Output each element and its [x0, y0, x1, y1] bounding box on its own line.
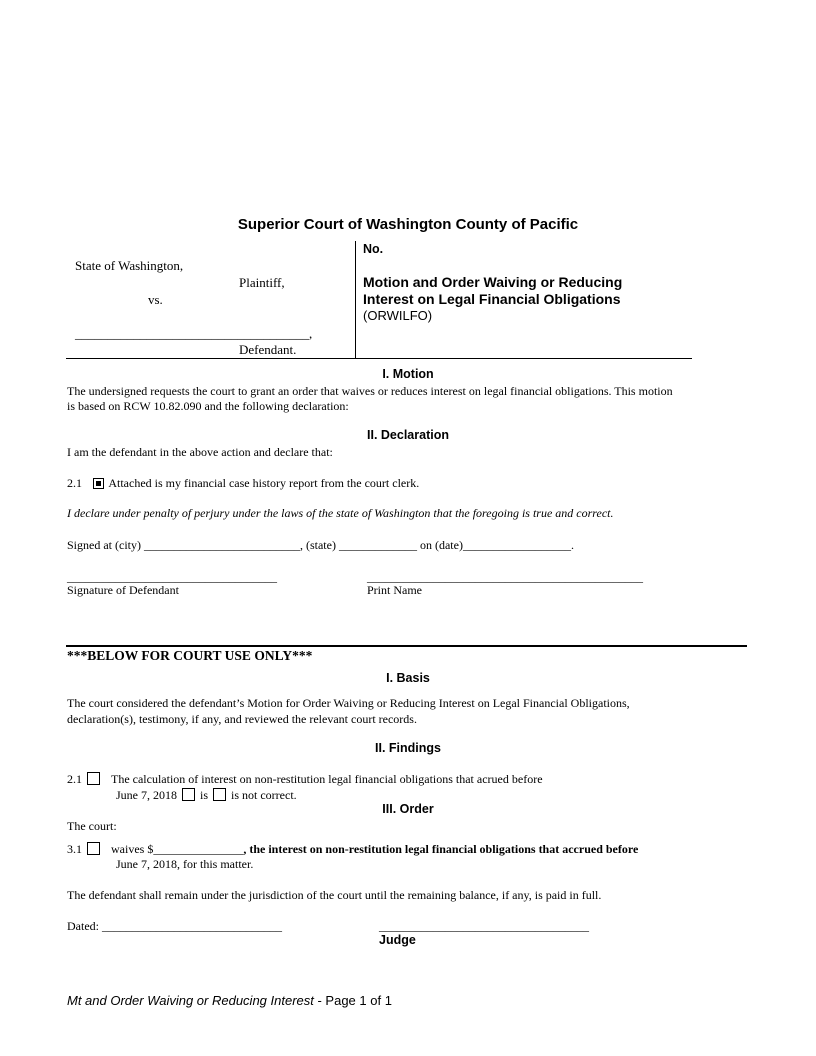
- dated-field[interactable]: Dated: ______________________________: [67, 919, 282, 933]
- findings-date: June 7, 2018: [116, 788, 177, 802]
- court-title: Superior Court of Washington County of Pacific: [237, 216, 579, 233]
- defendant-label: Defendant.: [239, 342, 297, 357]
- court-use-banner: ***BELOW FOR COURT USE ONLY***: [67, 648, 313, 663]
- order-item-3-1: [67, 842, 638, 857]
- attached-report-checkbox[interactable]: [93, 478, 104, 489]
- item-text: Attached is my financial case history report from the court clerk.: [108, 476, 420, 490]
- findings-is-label: is: [200, 788, 209, 802]
- findings-checkbox[interactable]: [87, 772, 100, 785]
- basis-text-line1: The court considered the defendant’s Motion for Order Waiving or Reducing Interest on Legal Financial Obligations,: [67, 696, 630, 710]
- jurisdiction-statement: The defendant shall remain under the jurisdiction of the court until the remaining balance, if any, is paid in full.: [67, 888, 602, 902]
- versus-label: vs.: [148, 292, 163, 307]
- findings-line2: [116, 788, 297, 803]
- case-number-label: No.: [363, 242, 384, 256]
- motion-text-line1: The undersigned requests the court to grant an order that waives or reduces interest on legal financial obligations. This motion: [67, 384, 673, 398]
- print-name-label: Print Name: [367, 583, 422, 597]
- signed-at-line[interactable]: Signed at (city) __________________________, (state) _____________ on (date)__________________.: [67, 538, 574, 552]
- basis-text-line2: declaration(s), testimony, if any, and reviewed the relevant court records.: [67, 712, 417, 726]
- findings-is-not-label: is not correct.: [231, 788, 297, 802]
- judge-label: Judge: [379, 933, 416, 947]
- document-code: (ORWILFO): [363, 308, 433, 323]
- findings-item-2-1: [67, 772, 543, 787]
- perjury-statement: I declare under penalty of perjury under the laws of the state of Washington that the foregoing is true and correct.: [67, 506, 614, 520]
- findings-is-checkbox[interactable]: [182, 788, 195, 801]
- order-text-line1: , the interest on non-restitution legal financial obligations that accrued before: [243, 842, 639, 856]
- order-number: 3.1: [67, 842, 82, 856]
- order-waive-checkbox[interactable]: [87, 842, 100, 855]
- declaration-heading: II. Declaration: [367, 428, 449, 442]
- order-waives-amount-field[interactable]: waives $_______________: [111, 842, 244, 856]
- page-footer: [67, 993, 392, 1008]
- findings-is-not-checkbox[interactable]: [213, 788, 226, 801]
- basis-heading: I. Basis: [386, 671, 430, 685]
- order-text-line2: June 7, 2018, for this matter.: [116, 857, 254, 871]
- order-heading: III. Order: [382, 802, 434, 816]
- signature-label: Signature of Defendant: [67, 583, 179, 597]
- findings-heading: II. Findings: [375, 741, 441, 755]
- defendant-name-field[interactable]: ____________________________________,: [75, 326, 313, 341]
- findings-text-line1: The calculation of interest on non-restitution legal financial obligations that acrued before: [111, 772, 543, 786]
- judge-signature-field[interactable]: ___________________________________: [379, 919, 589, 933]
- declaration-intro: I am the defendant in the above action and declare that:: [67, 445, 333, 459]
- plaintiff-name: State of Washington,: [75, 258, 184, 273]
- defendant-signature-field[interactable]: ___________________________________: [67, 570, 277, 584]
- order-intro: The court:: [67, 819, 117, 833]
- footer-page-number: - Page 1 of 1: [313, 993, 392, 1008]
- footer-form-title: Mt and Order Waiving or Reducing Interest: [67, 993, 314, 1008]
- print-name-field[interactable]: ______________________________________________: [367, 570, 643, 584]
- motion-text-line2: is based on RCW 10.82.090 and the following declaration:: [67, 399, 349, 413]
- item-number: 2.1: [67, 476, 82, 490]
- caption-divider: [355, 241, 356, 359]
- document-title-line2: Interest on Legal Financial Obligations: [363, 291, 621, 307]
- plaintiff-label: Plaintiff,: [239, 275, 285, 290]
- declaration-item-2-1: [67, 476, 419, 491]
- court-use-divider: [66, 645, 747, 647]
- motion-heading: I. Motion: [382, 367, 434, 381]
- caption-bottom-rule: [66, 358, 692, 359]
- findings-number: 2.1: [67, 772, 82, 786]
- document-title-line1: Motion and Order Waiving or Reducing: [363, 274, 623, 290]
